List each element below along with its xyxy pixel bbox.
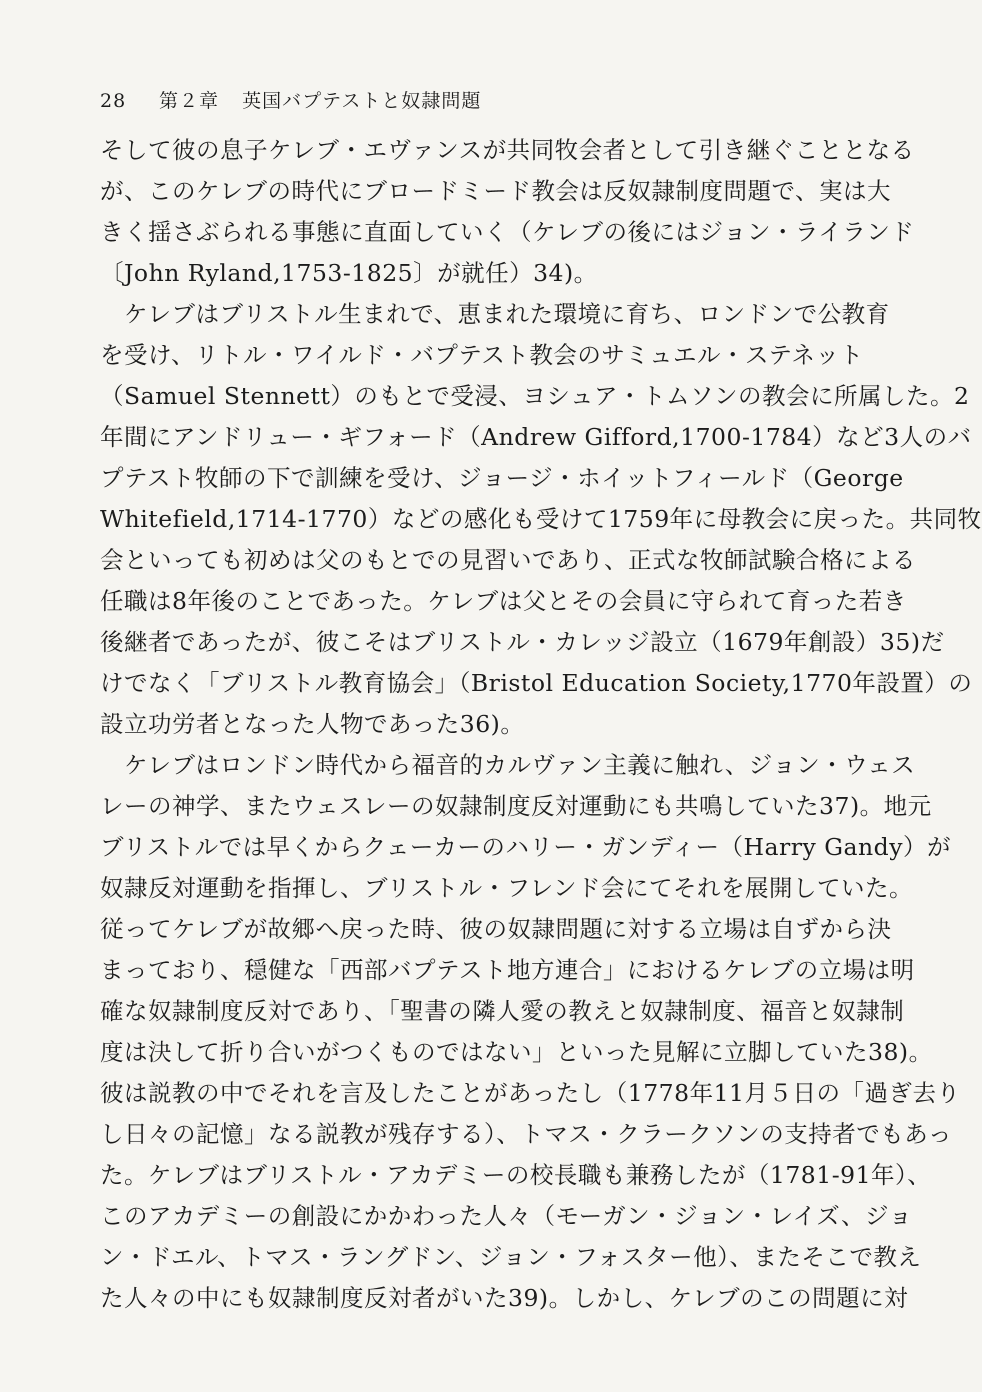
- text-line: ケレブはブリストル生まれで、恵まれた環境に育ち、ロンドンで公教育: [124, 300, 890, 328]
- text-line: そして彼の息子ケレブ・エヴァンスが共同牧会者として引き継ぐこととなる: [100, 136, 915, 164]
- text-line: 任職は8年後のことであった。ケレブは父とその会員に守られて育った若き: [100, 587, 907, 615]
- text-line: プテスト牧師の下で訓練を受け、ジョージ・ホイットフィールド（George: [100, 464, 904, 492]
- text-line: けでなく「ブリストル教育協会」（Bristol Education Society,1770年設置）の: [100, 669, 973, 697]
- text-line: た人々の中にも奴隷制度反対者がいた39)。しかし、ケレブのこの問題に対: [100, 1284, 909, 1312]
- text-line: （Samuel Stennett）のもとで受浸、ヨシュア・トムソンの教会に所属した。2: [100, 382, 970, 410]
- page-number: 28: [100, 90, 127, 112]
- text-line: Whitefield,1714-1770）などの感化も受けて1759年に母教会に戻った。共同牧: [100, 505, 982, 533]
- text-line: ケレブはロンドン時代から福音的カルヴァン主義に触れ、ジョン・ウェス: [124, 751, 916, 779]
- text-line: 確な奴隷制度反対であり、「聖書の隣人愛の教えと奴隷制度、福音と奴隷制: [100, 997, 905, 1025]
- text-line: 〔John Ryland,1753-1825〕が就任）34)。: [100, 259, 598, 287]
- text-line: し日々の記憶」なる説教が残存する）、トマス・クラークソンの支持者でもあっ: [100, 1120, 953, 1148]
- text-line: を受け、リトル・ワイルド・バプテスト教会のサミュエル・ステネット: [100, 341, 864, 369]
- text-line: 彼は説教の中でそれを言及したことがあったし（1778年11月５日の「過ぎ去り: [100, 1079, 961, 1107]
- body-text: [100, 130, 982, 1319]
- text-line: 奴隷反対運動を指揮し、ブリストル・フレンド会にてそれを展開していた。: [100, 874, 914, 902]
- running-head: [100, 86, 481, 113]
- text-line: レーの神学、またウェスレーの奴隷制度反対運動にも共鳴していた37)。地元: [100, 792, 932, 820]
- text-line: 会といっても初めは父のもとでの見習いであり、正式な牧師試験合格による: [100, 546, 916, 574]
- text-line: 従ってケレブが故郷へ戻った時、彼の奴隷問題に対する立場は自ずから決: [100, 915, 892, 943]
- chapter-title: 英国バプテストと奴隷問題: [242, 90, 482, 112]
- text-line: きく揺さぶられる事態に直面していく（ケレブの後にはジョン・ライランド: [100, 218, 915, 246]
- text-line: が、このケレブの時代にブロードミード教会は反奴隷制度問題で、実は大: [100, 177, 892, 205]
- chapter-label: 第２章: [159, 90, 220, 112]
- text-line: 後継者であったが、彼こそはブリストル・カレッジ設立（1679年創設）35)だ: [100, 628, 945, 656]
- text-line: 度は決して折り合いがつくものではない」といった見解に立脚していた38)。: [100, 1038, 933, 1066]
- text-line: ン・ドエル、トマス・ラングドン、ジョン・フォスター他）、またそこで教え: [100, 1243, 922, 1271]
- text-line: 年間にアンドリュー・ギフォード（Andrew Gifford,1700-1784）など3人のバ: [100, 423, 972, 451]
- text-line: このアカデミーの創設にかかわった人々（モーガン・ジョン・レイズ、ジョ: [100, 1202, 913, 1230]
- text-line: 設立功労者となった人物であった36)。: [100, 710, 525, 738]
- text-line: ブリストルでは早くからクェーカーのハリー・ガンディー（Harry Gandy）が: [100, 833, 951, 861]
- text-line: まっており、穏健な「西部バプテスト地方連合」におけるケレブの立場は明: [100, 956, 915, 984]
- text-line: た。ケレブはブリストル・アカデミーの校長職も兼務したが（1781-91年）、: [100, 1161, 932, 1189]
